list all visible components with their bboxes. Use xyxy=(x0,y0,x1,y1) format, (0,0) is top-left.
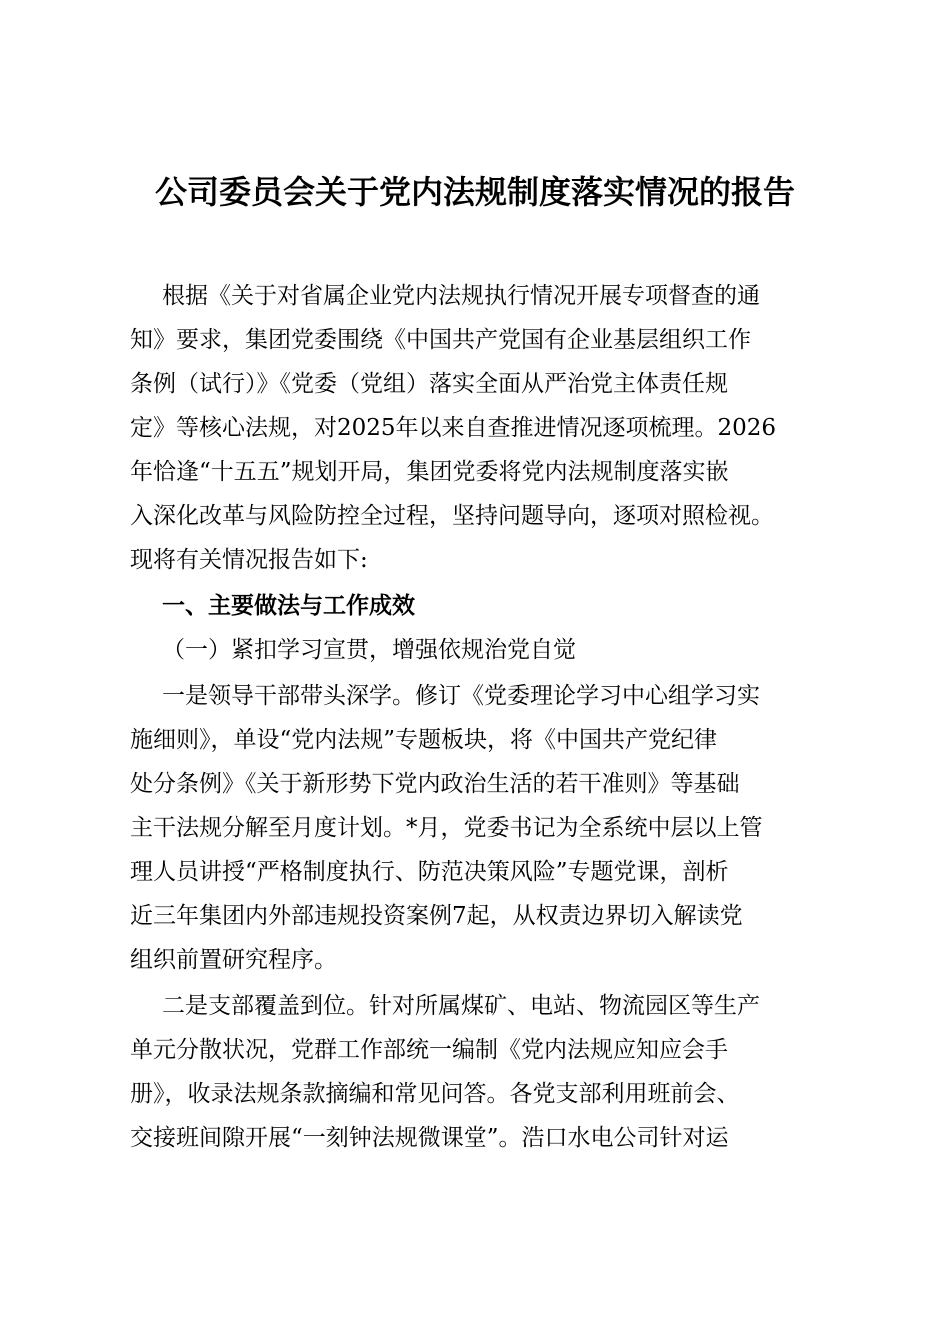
intro-line-6: 入深化改革与风险防控全过程，坚持问题导向，逐项对照检视。 xyxy=(130,503,774,529)
intro-line-3: 条例（试行）》《党委（党组）落实全面从严治党主体责任规 xyxy=(130,371,728,397)
para1-line-5: 理人员讲授“严格制度执行、防范决策风险”专题党课，剖析 xyxy=(130,859,729,885)
para2-line-1: 二是支部覆盖到位。针对所属煤矿、电站、物流园区等生产 xyxy=(162,993,760,1019)
subsection-heading: （一）紧扣学习宣贯，增强依规治党自觉 xyxy=(162,637,576,663)
intro-line-7: 现将有关情况报告如下: xyxy=(130,547,368,573)
intro-line-2: 知》要求，集团党委围绕《中国共产党国有企业基层组织工作 xyxy=(130,327,751,353)
para1-line-6: 近三年集团内外部违规投资案例7起，从权责边界切入解读党 xyxy=(130,903,743,929)
para1-line-4: 主干法规分解至月度计划。*月，党委书记为全系统中层以上管 xyxy=(130,815,763,841)
intro-line-5: 年恰逢“十五五”规划开局，集团党委将党内法规制度落实嵌 xyxy=(130,459,729,485)
para1-line-2: 施细则》，单设“党内法规”专题板块，将《中国共产党纪律 xyxy=(130,727,718,753)
section-heading: 一、主要做法与工作成效 xyxy=(162,593,415,619)
para2-line-2: 单元分散状况，党群工作部统一编制《党内法规应知应会手 xyxy=(130,1037,728,1063)
para1-line-7: 组织前置研究程序。 xyxy=(130,947,337,973)
para1-line-3: 处分条例》《关于新形势下党内政治生活的若干准则》等基础 xyxy=(130,771,740,797)
intro-line-4: 定》等核心法规，对2025年以来自查推进情况逐项梳理。2026 xyxy=(130,415,777,441)
para1-line-1: 一是领导干部带头深学。修订《党委理论学习中心组学习实 xyxy=(162,683,760,709)
document-title: 公司委员会关于党内法规制度落实情况的报告 xyxy=(154,173,795,211)
intro-line-1: 根据《关于对省属企业党内法规执行情况开展专项督查的通 xyxy=(162,283,760,309)
para2-line-3: 册》，收录法规条款摘编和常见问答。各党支部利用班前会、 xyxy=(130,1081,740,1107)
para2-line-4: 交接班间隙开展“一刻钟法规微课堂”。浩口水电公司针对运 xyxy=(130,1125,729,1151)
